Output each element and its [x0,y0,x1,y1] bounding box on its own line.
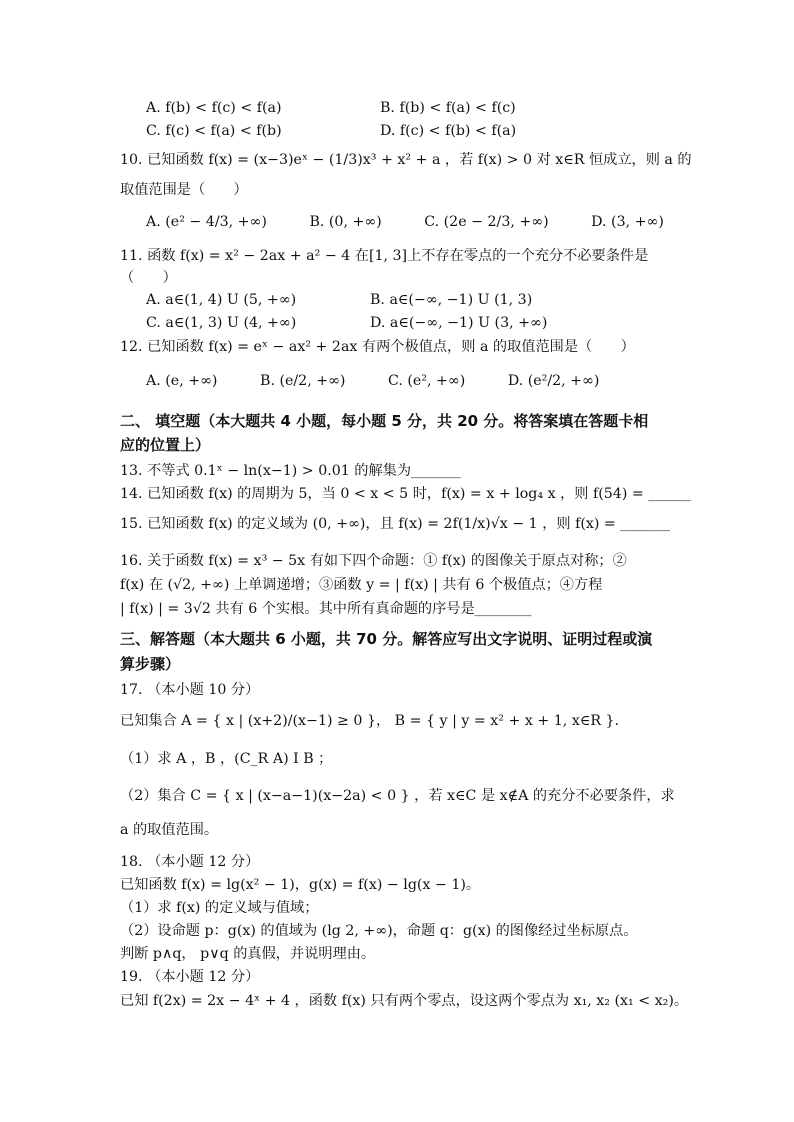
question-17: 17. （本小题 10 分） [120,682,260,698]
question-11-cont: （ ） [120,270,177,286]
question-13: 13. 不等式 0.1ˣ − ln(x−1) > 0.01 的解集为_______ [120,463,461,479]
question-17-part1: （1）求 A ，B ，(C_R A) I B ； [120,751,333,767]
q9-option-d: D. f(c) < f(b) < f(a) [380,123,517,139]
question-18-part2: （2）设命题 p：g(x) 的值域为 (lg 2, +∞)，命题 q：g(x) 的图像经过坐标原点。 [120,923,638,939]
q11-option-c: C. a∈(1, 3) U (4, +∞) [146,315,297,331]
question-17-part2-cont: a 的取值范围。 [120,822,219,838]
question-16: 16. 关于函数 f(x) = x³ − 5x 有如下四个命题：① f(x) 的图像关于原点对称；② [120,553,627,569]
q11-option-b: B. a∈(−∞, −1) U (1, 3) [370,292,533,308]
section-2-heading: 二、 填空题（本大题共 4 小题，每小题 5 分，共 20 分。将答案填在答题卡相 [120,412,649,430]
q9-option-a: A. f(b) < f(c) < f(a) [146,100,282,116]
question-12: 12. 已知函数 f(x) = eˣ − ax² + 2ax 有两个极值点，则 a 的取值范围是（ ） [120,339,635,355]
question-10-options: A. (e² − 4/3, +∞) B. (0, +∞) C. (2e − 2/3, +∞) D. (3, +∞) [146,214,664,230]
section-2-heading-cont: 应的位置上） [120,436,211,454]
question-10-cont: 取值范围是（ ） [120,182,248,198]
question-16-cont: f(x) 在 (√2, +∞) 上单调递增；③函数 y = | f(x) | 共有 6 个极值点；④方程 [120,577,603,593]
question-14: 14. 已知函数 f(x) 的周期为 5，当 0 < x < 5 时，f(x) = x + log₄ x ，则 f(54) = ______ [120,486,691,502]
q9-option-b: B. f(b) < f(a) < f(c) [380,100,516,116]
question-17-part2: （2）集合 C = { x | (x−a−1)(x−2a) < 0 } ，若 x∈C 是 x∉A 的充分不必要条件，求 [120,788,675,804]
question-18-part1: （1）求 f(x) 的定义域与值域； [120,900,319,916]
q11-option-a: A. a∈(1, 4) U (5, +∞) [146,292,297,308]
q9-option-c: C. f(c) < f(a) < f(b) [146,123,282,139]
q11-option-d: D. a∈(−∞, −1) U (3, +∞) [370,315,548,331]
question-19-function: 已知 f(2x) = 2x − 4ˣ + 4 ，函数 f(x) 只有两个零点，设这两个零点为 x₁, x₂ (x₁ < x₂)。 [120,993,689,1009]
question-17-sets: 已知集合 A = { x | (x+2)/(x−1) ≥ 0 }， B = { y | y = x² + x + 1, x∈R }. [120,713,620,729]
question-18: 18. （本小题 12 分） [120,854,260,870]
question-19: 19. （本小题 12 分） [120,969,260,985]
question-11: 11. 函数 f(x) = x² − 2ax + a² − 4 在[1, 3]上不存在零点的一个充分不必要条件是 [120,248,649,264]
section-3-heading-cont: 算步骤） [120,655,181,673]
question-10: 10. 已知函数 f(x) = (x−3)eˣ − (1/3)x³ + x² + a ，若 f(x) > 0 对 x∈R 恒成立，则 a 的 [120,152,692,168]
section-3-heading: 三、解答题（本大题共 6 小题，共 70 分。解答应写出文字说明、证明过程或演 [120,630,653,648]
question-18-part2-cont: 判断 p∧q， p∨q 的真假，并说明理由。 [120,946,376,962]
question-12-options: A. (e, +∞) B. (e/2, +∞) C. (e², +∞) D. (e²/2, +∞) [146,373,600,389]
question-15: 15. 已知函数 f(x) 的定义域为 (0, +∞)，且 f(x) = 2f(1/x)√x − 1 ，则 f(x) = _______ [120,516,670,532]
question-18-function: 已知函数 f(x) = lg(x² − 1)，g(x) = f(x) − lg(x − 1)。 [120,877,481,893]
question-16-cont2: | f(x) | = 3√2 共有 6 个实根。其中所有真命题的序号是________ [120,601,532,617]
